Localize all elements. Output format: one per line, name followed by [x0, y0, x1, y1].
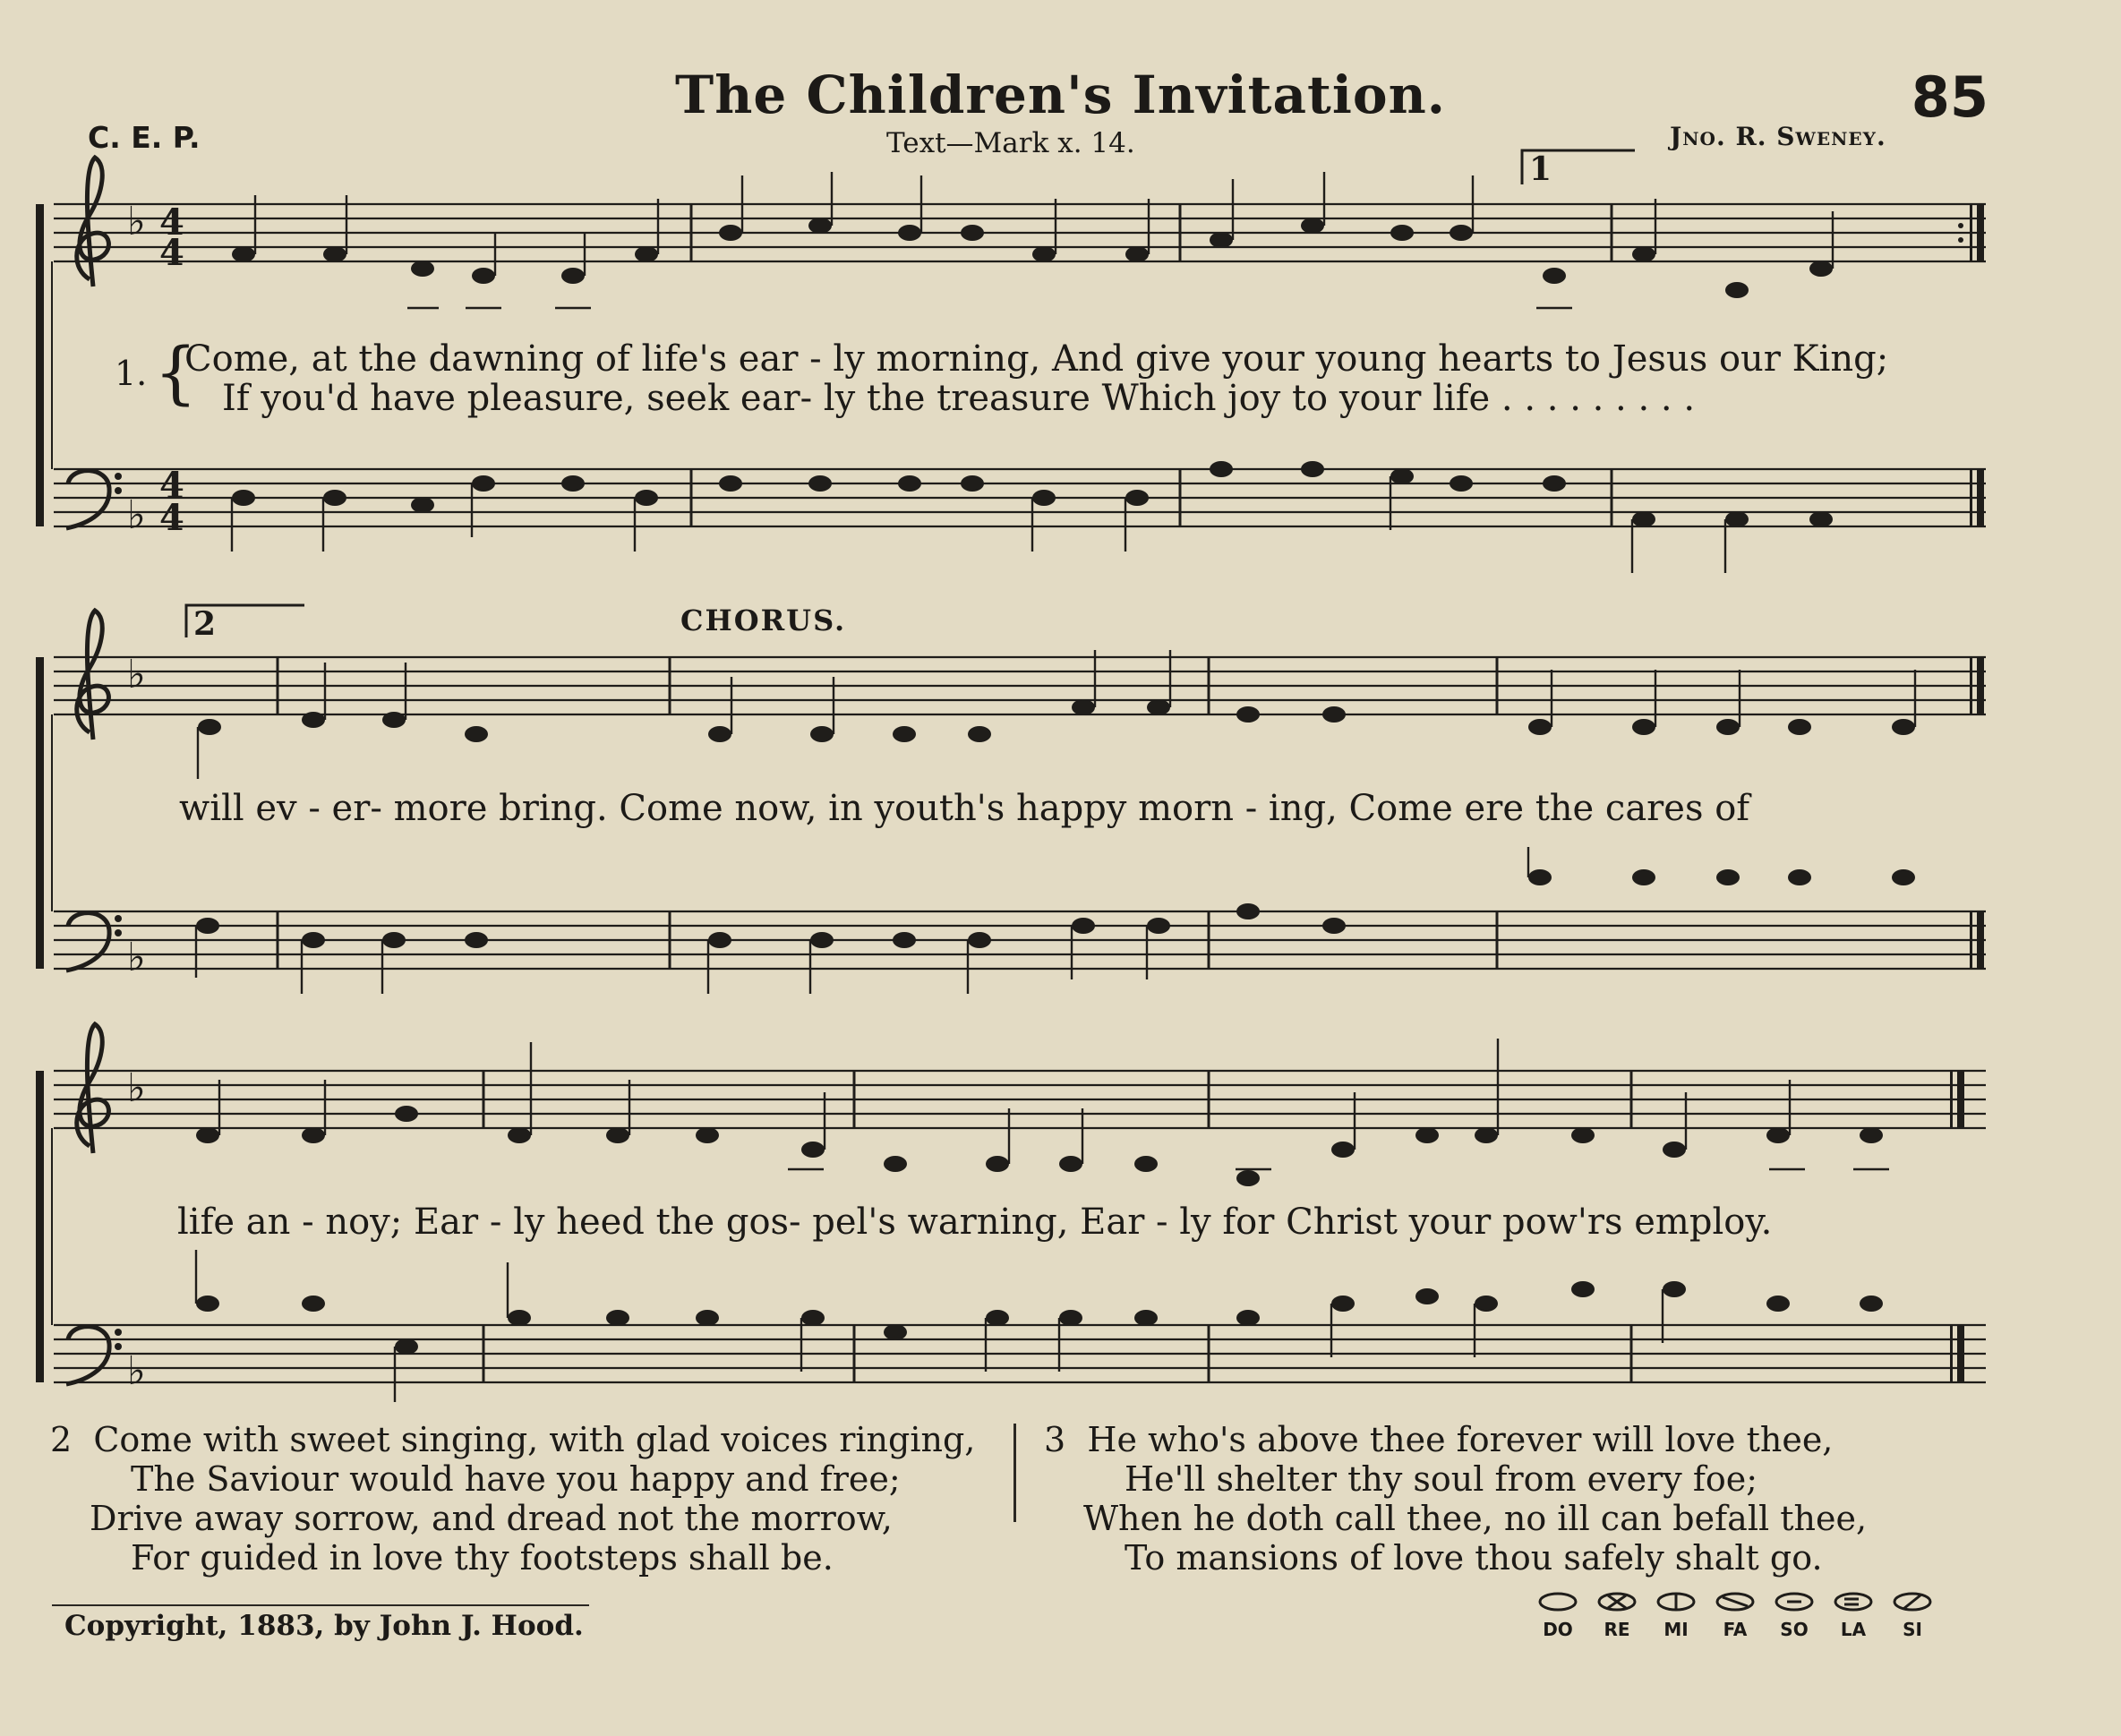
fa-shape-icon [1714, 1590, 1757, 1613]
page-number: 85 [1911, 64, 1988, 130]
end-barlines [1950, 204, 1984, 1382]
mi-shape-icon [1655, 1590, 1698, 1613]
verse2-line-3: Drive away sorrow, and dread not the morrow, [90, 1499, 893, 1538]
svg-text:♭: ♭ [127, 935, 146, 980]
ledger-lines [407, 308, 1889, 1169]
svg-text:♭: ♭ [127, 1065, 146, 1111]
solfa-so: SO [1769, 1590, 1819, 1640]
svg-text:4: 4 [159, 232, 184, 274]
verse2-line-4: For guided in love thy footsteps shall be. [131, 1538, 834, 1578]
la-shape-icon [1832, 1590, 1875, 1613]
verse3-line-1: 3 He who's above thee forever will love thee, [1044, 1420, 1834, 1459]
svg-text:♭: ♭ [127, 492, 146, 538]
solfa-do: DO [1533, 1590, 1583, 1640]
verse-3 [1044, 1420, 1867, 1578]
svg-text:4: 4 [159, 201, 184, 244]
staff-lines-3-bass [54, 1325, 1986, 1382]
solfa-mi: MI [1651, 1590, 1701, 1640]
clefs [66, 158, 109, 1384]
solfa-la: LA [1828, 1590, 1878, 1640]
re-shape-icon [1595, 1590, 1638, 1613]
scripture-reference: Text—Mark x. 14. [886, 127, 1135, 159]
verse-2 [50, 1420, 975, 1578]
verse3-line-3: When he doth call thee, no ill can befall thee, [1083, 1499, 1868, 1538]
verse2-line-2: The Saviour would have you happy and free; [131, 1459, 901, 1499]
verse-divider [1013, 1424, 1016, 1522]
chorus-label: CHORUS. [680, 603, 847, 637]
verse2-number: 2 [50, 1420, 73, 1459]
lyric-line-3: will ev - er- more bring. Come now, in youth's happy morn - ing, Come ere the cares of [179, 788, 1750, 829]
svg-text:4: 4 [159, 497, 184, 539]
composer-credit: Jno. R. Sweney. [1670, 122, 1886, 151]
second-ending-number: 2 [193, 605, 217, 643]
copyright-notice: Copyright, 1883, by John J. Hood. [64, 1610, 584, 1642]
lyricist-credit: C. E. P. [88, 120, 201, 155]
verse1-number: 1. [115, 354, 148, 393]
footer-rule [52, 1604, 589, 1606]
verse3-number: 3 [1044, 1420, 1066, 1459]
staff-lines-2-bass [54, 911, 1986, 969]
lyric-brace: { [154, 332, 198, 412]
solfa-re: RE [1592, 1590, 1642, 1640]
so-shape-icon [1773, 1590, 1816, 1613]
first-ending-number: 1 [1529, 150, 1552, 188]
hymn-title: The Children's Invitation. [675, 64, 1446, 125]
svg-text:4: 4 [159, 465, 184, 507]
lyric-line-2: If you'd have pleasure, seek ear- ly the treasure Which joy to your life . . . . . . . . . [222, 378, 1696, 419]
solfa-fa: FA [1710, 1590, 1760, 1640]
staff-lines-3-treble [54, 1071, 1986, 1128]
do-shape-icon [1536, 1590, 1579, 1613]
lyric-line-1: Come, at the dawning of life's ear - ly morning, And give your young hearts to Jesus our King; [184, 338, 1889, 380]
svg-text:♭: ♭ [127, 199, 146, 244]
svg-text:♭: ♭ [127, 1348, 146, 1394]
si-shape-icon [1891, 1590, 1934, 1613]
verse3-line-4: To mansions of love thou safely shalt go. [1125, 1538, 1823, 1578]
staff-lines-2-treble [54, 657, 1986, 714]
solfa-si: SI [1887, 1590, 1937, 1640]
verse3-line-2: He'll shelter thy soul from every foe; [1125, 1459, 1758, 1499]
verse2-line-1: 2 Come with sweet singing, with glad voices ringing, [50, 1420, 976, 1459]
svg-text:♭: ♭ [127, 652, 146, 697]
system-brackets [36, 204, 44, 1382]
lyric-line-4: life an - noy; Ear - ly heed the gos- pel's warning, Ear - ly for Christ your pow'rs employ. [177, 1202, 1773, 1243]
